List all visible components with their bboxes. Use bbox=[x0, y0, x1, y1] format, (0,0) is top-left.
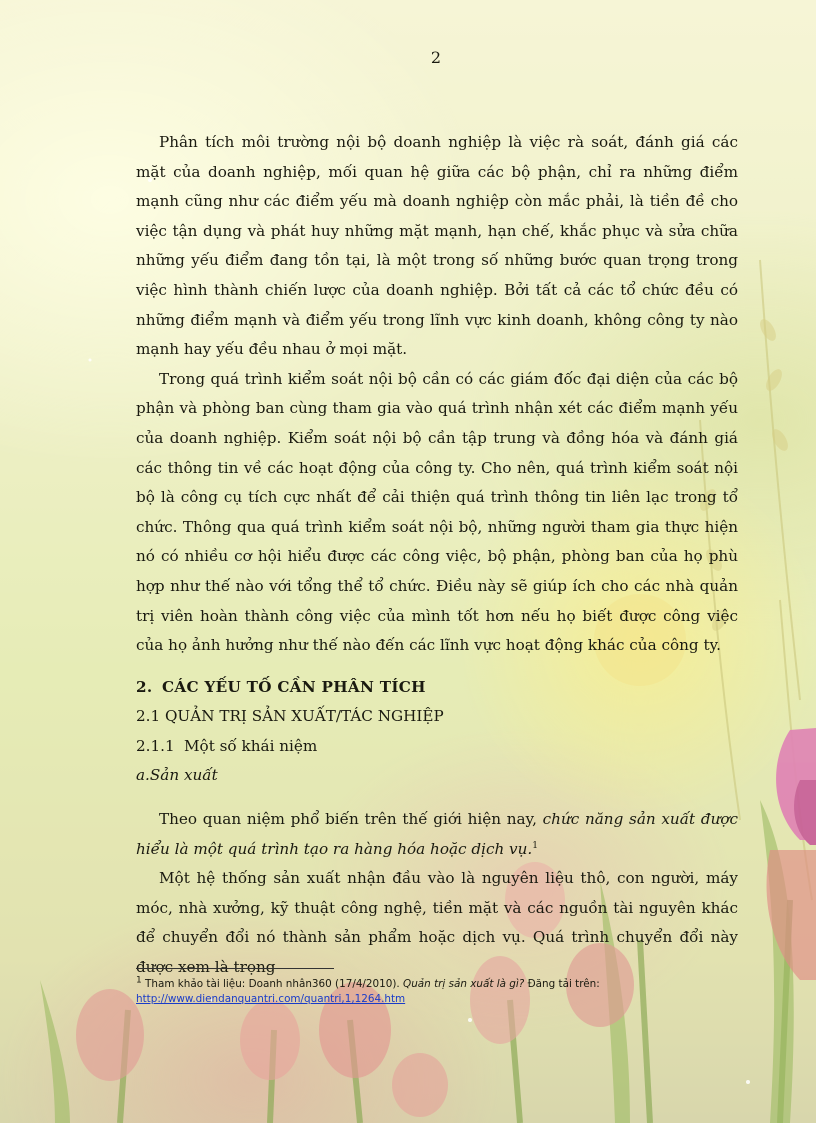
page-number: 2 bbox=[430, 48, 442, 67]
footnote-ref[interactable]: 1 bbox=[532, 840, 538, 851]
item-letter: a. bbox=[136, 766, 150, 785]
paragraph: Trong quá trình kiểm soát nội bộ cần có các giám đốc đại diện của các bộ phận và phòng ban cùng tham gia vào quá trình nhận xét các điểm mạnh yếu của doanh nghiệp. Kiểm soát nội bộ cần tập trung và đồng hóa và đánh giá các thông tin về các hoạt động của công ty. Cho nên, quá trình kiểm soát nội bộ là công cụ tích cực nhất để cải thiện quá trình thông tin liên lạc trong tổ chức. Thông qua quá trình kiểm soát nội bộ, những người tham gia thực hiện nó có nhiều cơ hội hiểu được các công việc, bộ phận, phòng ban của họ phù hợp như thế nào với tổng thể tổ chức. Điều này sẽ giúp ích cho các nhà quản trị viên hoàn thành công việc của mình tốt hơn nếu họ biết được công việc của họ ảnh hưởng như thế nào đến các lĩnh vực hoạt động khác của công ty. bbox=[136, 369, 738, 655]
footnote-marker: 1 bbox=[136, 975, 142, 986]
subsubsection-heading bbox=[136, 732, 738, 762]
production-paragraph bbox=[136, 805, 738, 864]
production-definition: chức năng sản xuất được hiểu là một quá trình tạo ra hàng hóa hoặc dịch vụ. bbox=[136, 810, 738, 858]
footnote-text: Tham khảo tài liệu: Doanh nhân360 (17/4/2010). bbox=[145, 978, 400, 990]
production-text: Theo quan niệm phổ biến trên thế giới hiện nay, bbox=[159, 810, 537, 829]
body-text bbox=[136, 128, 738, 983]
subsubsection-number: 2.1.1 bbox=[136, 736, 175, 755]
footnote-after: Đăng tải trên: bbox=[527, 978, 600, 990]
paragraph: Phân tích môi trường nội bộ doanh nghiệp là việc rà soát, đánh giá các mặt của doanh nghiệp, mối quan hệ giữa các bộ phận, chỉ ra những điểm mạnh cũng như các điểm yếu mà doanh nghiệp còn mắc phải, là tiền đề cho việc tận dụng và phát huy những mặt mạnh, hạn chế, khắc phục và sửa chữa những yếu điểm đang tồn tại, là một trong số những bước quan trọng trong việc hình thành chiến lược của doanh nghiệp. Bởi tất cả các tổ chức đều có những điểm mạnh và điểm yếu trong lĩnh vực kinh doanh, không công ty nào mạnh hay yếu đều nhau ở mọi mặt. bbox=[136, 133, 738, 359]
footnote-link[interactable]: http://www.diendanquantri.com/quantri,1,1264.htm bbox=[136, 993, 406, 1005]
section-number: 2. bbox=[136, 677, 153, 696]
section-heading bbox=[136, 673, 738, 703]
paragraph: Một hệ thống sản xuất nhận đầu vào là nguyên liệu thô, con người, máy móc, nhà xưởng, kỹ thuật công nghệ, tiền mặt và các nguồn tài nguyên khác để chuyển đổi nó thành sản phẩm hoặc dịch vụ. Quá trình chuyển đổi này được xem là trọng bbox=[136, 869, 738, 977]
section-title: CÁC YẾU TỐ CẦN PHÂN TÍCH bbox=[162, 677, 426, 696]
footnote-separator bbox=[136, 968, 334, 969]
subsubsection-title: Một số khái niệm bbox=[184, 736, 318, 755]
footnote-title: Quản trị sản xuất là gì? bbox=[403, 978, 525, 990]
item-title: Sản xuất bbox=[149, 766, 218, 785]
footnote bbox=[136, 977, 738, 1007]
subsection-heading: 2.1 QUẢN TRỊ SẢN XUẤT/TÁC NGHIỆP bbox=[136, 707, 444, 726]
item-heading bbox=[136, 761, 738, 791]
